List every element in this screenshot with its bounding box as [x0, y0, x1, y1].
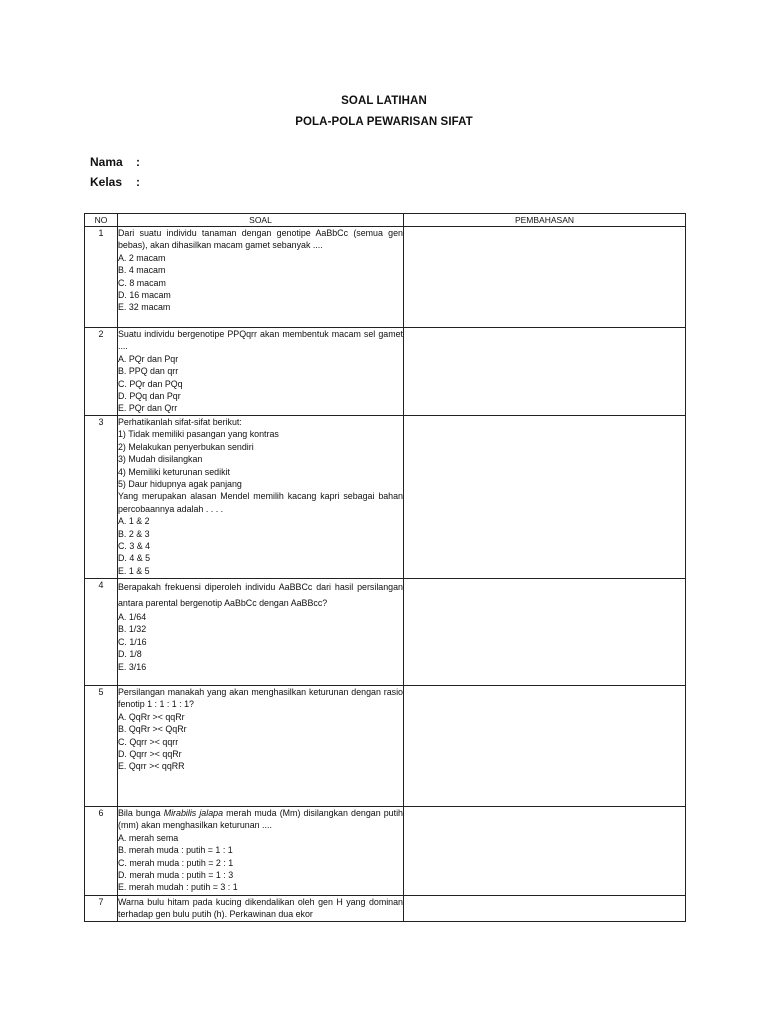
question-text-2: Yang merupakan alasan Mendel memilih kacang kapri sebagai bahan percobaannya adalah . . . . [118, 491, 403, 514]
option-c: C. 3 & 4 [118, 541, 151, 552]
question-text: Persilangan manakah yang akan menghasilkan keturunan dengan rasio fenotip 1 : 1 : 1 : 1? [118, 687, 403, 710]
species-name: Mirabilis jalapa [163, 808, 224, 818]
option-d: D. PQq dan Pqr [118, 391, 181, 402]
question-cell [118, 416, 404, 579]
option-a: A. merah sema [118, 832, 179, 843]
option-a: A. 2 macam [118, 252, 166, 263]
answer-cell[interactable] [404, 686, 686, 807]
header-soal: SOAL [118, 214, 404, 227]
row-number: 6 [85, 807, 118, 896]
document-subtitle: POLA-POLA PEWARISAN SIFAT [295, 116, 473, 128]
option-e: E. PQr dan Qrr [118, 403, 178, 414]
statement-item: 2) Melakukan penyerbukan sendiri [118, 441, 254, 452]
question-cell [118, 807, 404, 896]
question-cell [118, 227, 404, 328]
table-row [85, 686, 686, 807]
kelas-label: Kelas [90, 175, 123, 189]
answer-cell[interactable] [404, 328, 686, 416]
option-d: D. 4 & 5 [118, 553, 151, 564]
option-e: E. Qqrr >< qqRR [118, 761, 185, 772]
option-b: B. merah muda : putih = 1 : 1 [118, 845, 233, 856]
option-b: B. QqRr >< QqRr [118, 724, 187, 735]
document-title: SOAL LATIHAN [341, 95, 427, 107]
row-number: 2 [85, 328, 118, 416]
option-a: A. 1 & 2 [118, 516, 150, 527]
option-e: E. 1 & 5 [118, 565, 150, 576]
option-c: C. merah muda : putih = 2 : 1 [118, 857, 234, 868]
question-cell [118, 328, 404, 416]
option-c: C. 1/16 [118, 636, 147, 647]
question-cell [118, 896, 404, 922]
option-b: B. 1/32 [118, 624, 147, 635]
option-a: A. PQr dan Pqr [118, 353, 179, 364]
question-cell [118, 579, 404, 686]
question-text: Berapakah frekuensi diperoleh individu AaBBCc dari hasil persilangan antara parental bergenotip AaBbCc dengan AaBBcc? [118, 582, 403, 608]
table-row [85, 896, 686, 922]
table-row [85, 227, 686, 328]
table-row [85, 579, 686, 686]
option-d: D. 1/8 [118, 649, 142, 660]
option-a: A. 1/64 [118, 612, 147, 622]
nama-colon: : [136, 155, 140, 169]
table-row [85, 328, 686, 416]
answer-cell[interactable] [404, 416, 686, 579]
question-text [118, 807, 403, 832]
statement-item: 3) Mudah disilangkan [118, 454, 203, 465]
option-c: C. Qqrr >< qqrr [118, 736, 179, 747]
nama-field [90, 155, 140, 169]
statement-item: 1) Tidak memiliki pasangan yang kontras [118, 429, 279, 440]
row-number: 4 [85, 579, 118, 686]
question-text-post: merah muda (Mm) disilangkan dengan putih (mm) akan menghasilkan keturunan .... [118, 808, 403, 831]
option-b: B. 4 macam [118, 265, 166, 276]
header-pembahasan: PEMBAHASAN [404, 214, 686, 227]
row-number: 7 [85, 896, 118, 922]
option-e: E. 3/16 [118, 661, 147, 672]
option-b: B. PPQ dan qrr [118, 366, 179, 377]
option-d: D. merah muda : putih = 1 : 3 [118, 870, 234, 881]
option-e: E. 32 macam [118, 302, 171, 313]
table-header-row [85, 214, 686, 227]
option-a: A. QqRr >< qqRr [118, 711, 185, 722]
question-cell [118, 686, 404, 807]
question-text-pre: Bila bunga [118, 808, 164, 818]
table-row [85, 807, 686, 896]
option-c: C. PQr dan PQq [118, 378, 183, 389]
kelas-colon: : [136, 175, 140, 189]
option-b: B. 2 & 3 [118, 528, 150, 539]
question-text: Warna bulu hitam pada kucing dikendalikan oleh gen H yang dominan terhadap gen bulu putih (h). Perkawinan dua ekor [118, 897, 403, 920]
question-table [84, 213, 686, 922]
question-text: Suatu individu bergenotipe PPQqrr akan membentuk macam sel gamet .... [118, 329, 403, 352]
answer-cell[interactable] [404, 227, 686, 328]
question-text: Perhatikanlah sifat-sifat berikut: [118, 417, 242, 427]
kelas-field [90, 175, 140, 189]
option-d: D. 16 macam [118, 290, 171, 301]
option-c: C. 8 macam [118, 277, 166, 288]
option-d: D. Qqrr >< qqRr [118, 749, 182, 760]
nama-label: Nama [90, 155, 123, 169]
row-number: 3 [85, 416, 118, 579]
option-e: E. merah mudah : putih = 3 : 1 [118, 882, 238, 893]
header-no: NO [85, 214, 118, 227]
question-text: Dari suatu individu tanaman dengan genotipe AaBbCc (semua gen bebas), akan dihasilkan macam gamet sebanyak .... [118, 228, 403, 251]
answer-cell[interactable] [404, 896, 686, 922]
row-number: 5 [85, 686, 118, 807]
row-number: 1 [85, 227, 118, 328]
answer-cell[interactable] [404, 807, 686, 896]
answer-cell[interactable] [404, 579, 686, 686]
statement-item: 5) Daur hidupnya agak panjang [118, 479, 242, 490]
statement-item: 4) Memiliki keturunan sedikit [118, 466, 230, 477]
table-row [85, 416, 686, 579]
